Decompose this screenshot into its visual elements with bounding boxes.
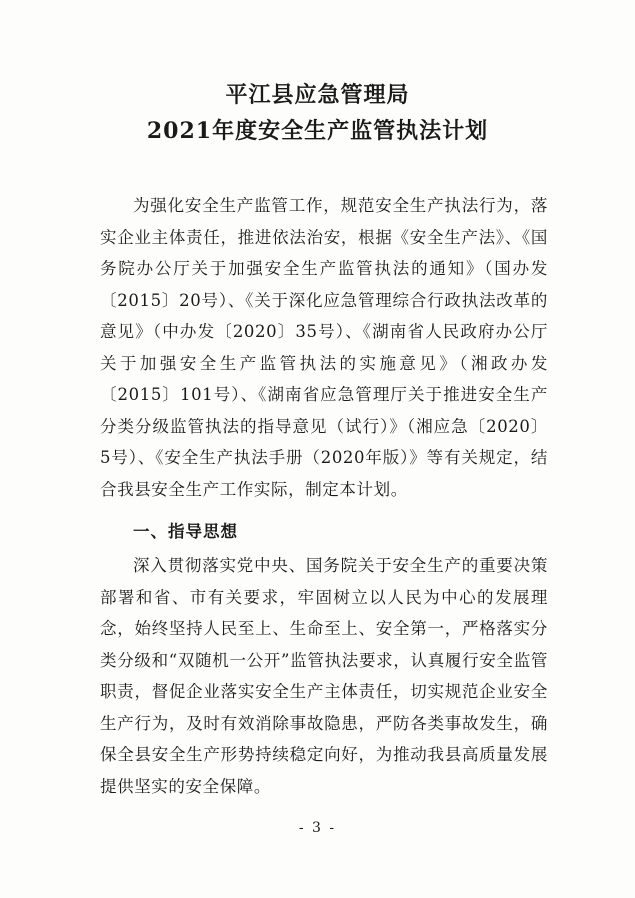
intro-paragraph: 为强化安全生产监管工作，规范安全生产执法行为，落实企业主体责任，推进依法治安，根据《安全生产法》、《国务院办公厅关于加强安全生产监管执法的通知》（国办发〔2015〕20号）、《关于深化应急管理综合行政执法改革的意见》（中办发〔2020〕35号）、《湖南省人民政府办公厅关于加强安全生产监管执法的实施意见》（湘政办发〔2015〕101号）、《湖南省应急管理厅关于推进安全生产分类分级监管执法的指导意见（试行）》（湘应急〔2020〕5号）、《安全生产执法手册（2020年版）》等有关规定，结合我县安全生产工作实际，制定本计划。: [100, 196, 548, 499]
section-heading-guiding-ideology: 一、指导思想: [133, 522, 238, 541]
document-title-line1: 平江县应急管理局: [225, 82, 410, 108]
document-title-line2: 2021年度安全生产监管执法计划: [146, 118, 489, 144]
page-number: - 3 -: [298, 820, 337, 836]
guiding-ideology-paragraph: 深入贯彻落实党中央、国务院关于安全生产的重要决策部署和省、市有关要求，牢固树立以人民为中心的发展理念，始终坚持人民至上、生命至上、安全第一，严格落实分类分级和“双随机一公开”监管执法要求，认真履行安全监管职责，督促企业落实安全生产主体责任，切实规范企业安全生产行为，及时有效消除事故隐患，严防各类事故发生，确保全县安全生产形势持续稳定向好，为推动我县高质量发展提供坚实的安全保障。: [100, 556, 548, 796]
